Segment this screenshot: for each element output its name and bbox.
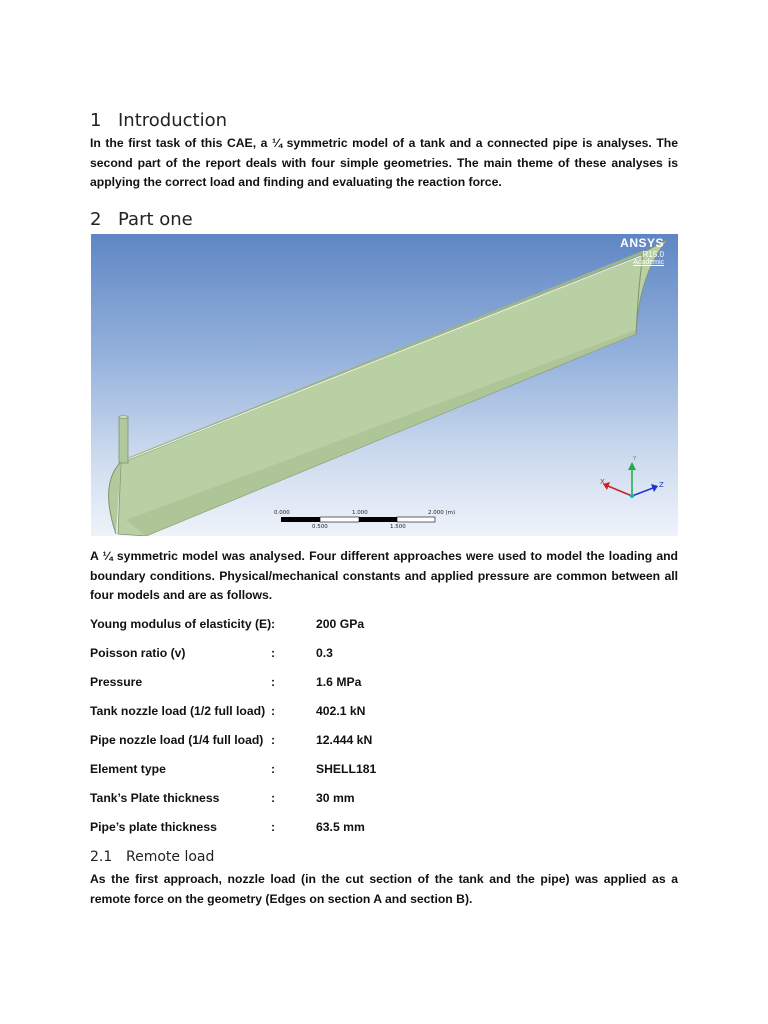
property-value: 30 mm (316, 791, 355, 805)
property-value: 12.444 kN (316, 733, 373, 747)
axis-y-label: Y (633, 456, 637, 462)
property-label: Tank’s Plate thickness (90, 791, 220, 805)
axis-x-label: X (600, 478, 605, 486)
property-value: 0.3 (316, 646, 333, 660)
scale-bar (281, 517, 435, 522)
ansys-logo (620, 236, 664, 266)
section-2-title: Part one (118, 209, 193, 230)
property-label: Pipe’s plate thickness (90, 820, 217, 834)
ansys-edition: Academic (633, 259, 664, 266)
axis-z-label: Z (659, 481, 664, 489)
intro-paragraph: In the first task of this CAE, a ¼ symmetric model of a tank and a connected pipe is analyses. The second part of the report deals with four simple geometries. The main theme of these analyses is applying the correct load and finding and evaluating the reaction force. (90, 136, 678, 189)
remote-load-paragraph: As the first approach, nozzle load (in the cut section of the tank and the pipe) was applied as a remote force on the geometry (Edges on section A and section B). (90, 872, 678, 906)
property-label: Young modulus of elasticity (E) (90, 617, 272, 631)
axis-triad (603, 462, 658, 498)
model-description-paragraph: A ¼ symmetric model was analysed. Four different approaches were used to model the loading and boundary conditions. Physical/mechanical constants and applied pressure are common between all four models and are as follows. (90, 549, 678, 602)
property-separator: : (271, 646, 276, 660)
property-value: 63.5 mm (316, 820, 365, 834)
scale-label-0-5: 0.500 (312, 524, 328, 530)
property-separator: : (271, 617, 276, 631)
property-label: Pipe nozzle load (1/4 full load) (90, 733, 264, 747)
property-label: Pressure (90, 675, 143, 689)
property-value: 200 GPa (316, 617, 365, 631)
tank-pipe-model-drawing (91, 234, 678, 536)
property-separator: : (271, 820, 276, 834)
property-value: 1.6 MPa (316, 675, 362, 689)
subsection-title: Remote load (126, 849, 215, 865)
tank-body (118, 240, 667, 536)
property-separator: : (271, 762, 276, 776)
property-value: SHELL181 (316, 762, 377, 776)
property-separator: : (271, 704, 276, 718)
property-value: 402.1 kN (316, 704, 366, 718)
property-separator: : (271, 791, 276, 805)
property-label: Poisson ratio (v) (90, 646, 186, 660)
scale-label-1-5: 1.500 (390, 524, 406, 530)
section-2-number: 2 (90, 209, 102, 230)
property-separator: : (271, 675, 276, 689)
ansys-logo-text: ANSYS (620, 236, 664, 250)
scale-label-1: 1.000 (352, 510, 368, 516)
section-2-heading (90, 209, 193, 230)
section-1-number: 1 (90, 110, 102, 131)
ansys-version: R15.0 (642, 250, 664, 259)
scale-label-0: 0.000 (274, 510, 290, 516)
section-1-heading (90, 110, 227, 131)
property-separator: : (271, 733, 276, 747)
nozzle-top (119, 416, 128, 419)
subsection-2-1-heading (90, 849, 214, 865)
property-label: Tank nozzle load (1/2 full load) (90, 704, 266, 718)
property-label: Element type (90, 762, 166, 776)
subsection-number: 2.1 (90, 849, 113, 865)
ansys-model-figure (91, 234, 678, 536)
section-1-title: Introduction (118, 110, 228, 131)
nozzle-pipe (119, 417, 128, 463)
scale-label-2: 2.000 (m) (428, 510, 456, 516)
